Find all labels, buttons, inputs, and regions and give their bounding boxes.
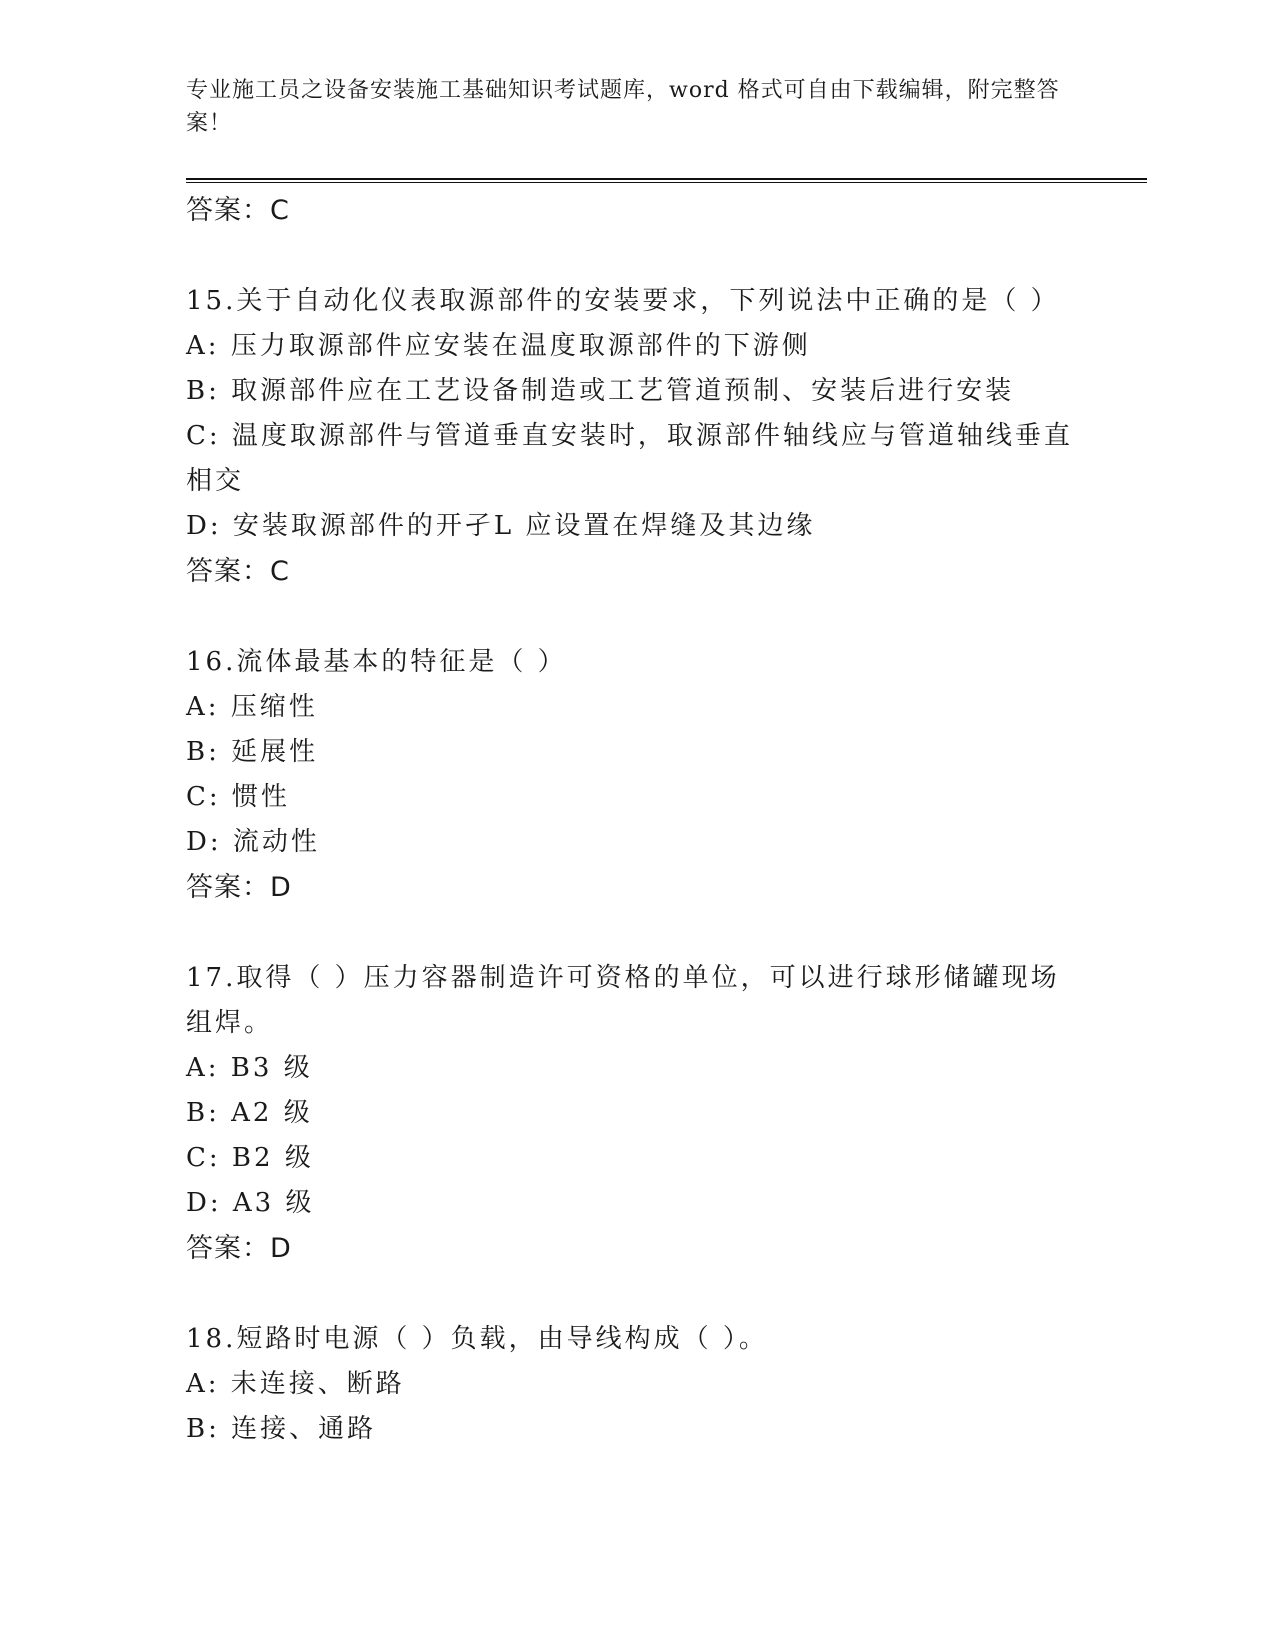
option-b: B: 连接、通路: [186, 1414, 377, 1444]
answer-line: 答案：C: [186, 195, 290, 226]
answer-line: 答案：D: [186, 872, 292, 903]
header-rule-thick: [186, 178, 1147, 180]
option-c: C: B2 级: [186, 1143, 314, 1173]
option-a: A: 压缩性: [186, 692, 318, 722]
question-15: [186, 279, 1086, 594]
question-text: 18.短路时电源（ ）负载，由导线构成（ ）。: [186, 1324, 768, 1354]
answer-line: 答案：C: [186, 556, 290, 587]
option-b: B: A2 级: [186, 1098, 313, 1128]
question-text: 16.流体最基本的特征是（ ）: [186, 647, 567, 677]
header-rule-thin: [186, 182, 1147, 183]
option-d: D: 流动性: [186, 827, 320, 857]
question-list: [186, 188, 1086, 1452]
option-c: C: 温度取源部件与管道垂直安装时，取源部件轴线应与管道轴线垂直相交: [186, 421, 1073, 496]
document-header: 专业施工员之设备安装施工基础知识考试题库，word 格式可自由下载编辑，附完整答案！: [186, 78, 1060, 136]
option-b: B: 取源部件应在工艺设备制造或工艺管道预制、安装后进行安装: [186, 376, 1015, 406]
spacer: [186, 910, 1086, 956]
question-18: [186, 1317, 1086, 1452]
question-16: [186, 640, 1086, 910]
option-d: D: 安装取源部件的开孑L 应设置在焊缝及其边缘: [186, 511, 816, 541]
option-a: A: B3 级: [186, 1053, 313, 1083]
answer-line: 答案：D: [186, 1233, 292, 1264]
question-text: 17.取得（ ）压力容器制造许可资格的单位，可以进行球形储罐现场组焊。: [186, 963, 1060, 1038]
option-a: A: 压力取源部件应安装在温度取源部件的下游侧: [186, 331, 811, 361]
question-text: 15.关于自动化仪表取源部件的安装要求，下列说法中正确的是（ ）: [186, 286, 1060, 316]
spacer: [186, 1271, 1086, 1317]
option-a: A: 未连接、断路: [186, 1369, 405, 1399]
question-17: [186, 956, 1086, 1271]
option-c: C: 惯性: [186, 782, 290, 812]
option-d: D: A3 级: [186, 1188, 315, 1218]
spacer: [186, 594, 1086, 640]
spacer: [186, 233, 1086, 279]
option-b: B: 延展性: [186, 737, 319, 767]
